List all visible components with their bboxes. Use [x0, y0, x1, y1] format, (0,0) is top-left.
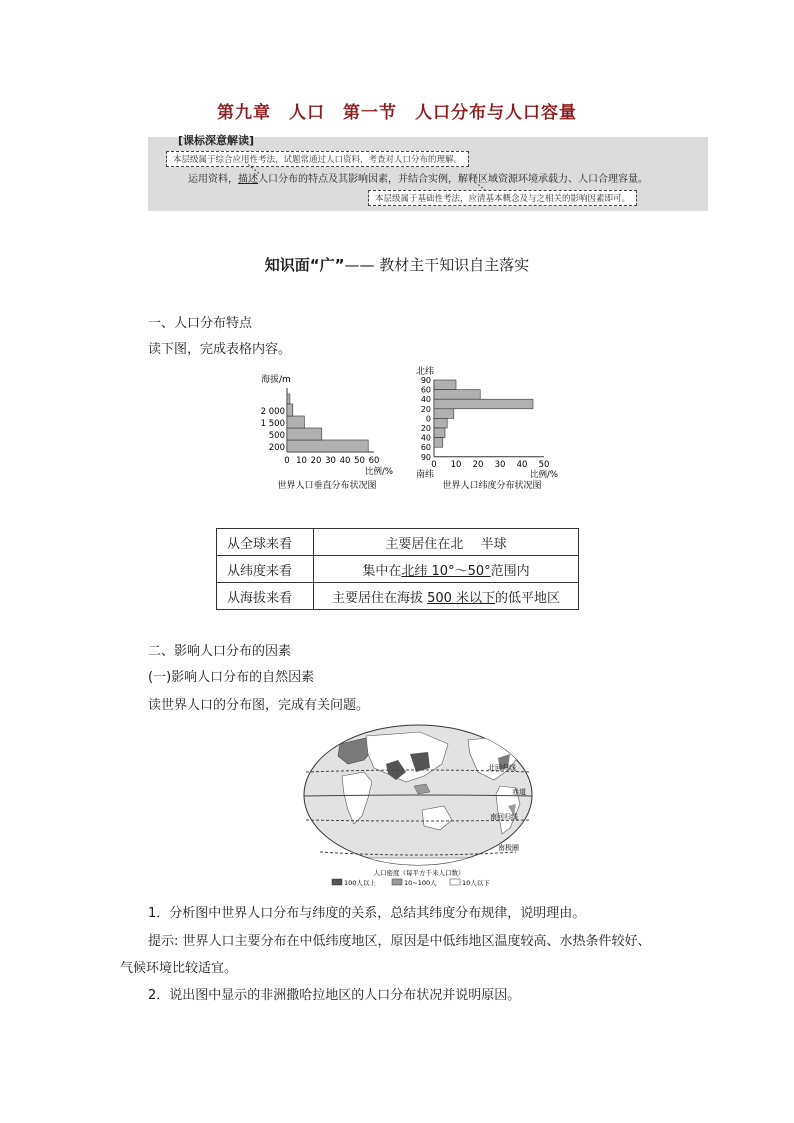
x-tick-label: 30 [494, 459, 506, 470]
part2-heading: 二、影响人口分布的因素 [148, 644, 292, 659]
table-value-pre: 主要居住在北 [385, 536, 464, 552]
x-tick-label: 40 [339, 456, 351, 466]
bar-N60-40 [434, 390, 480, 400]
table-value-answer: 北纬 10°～50° [401, 563, 491, 579]
x-tick-label: 20 [472, 459, 484, 470]
table-value-post: 范围内 [490, 563, 530, 579]
section-heading-bold: 知识面“广” [264, 256, 345, 274]
y-tick-label: 1 500 [260, 419, 285, 429]
table-value-answer: 500 米以下 [427, 590, 496, 606]
bar-S0-20 [434, 418, 447, 428]
page-title: 第九章 人口 第一节 人口分布与人口容量 [217, 103, 577, 123]
legend-label-high: 100人以上 [344, 879, 376, 887]
x-tick-label: 10 [450, 459, 462, 470]
y-tick-label: 40 [420, 433, 431, 443]
x-tick-label: 0 [284, 456, 290, 466]
chart-title: 世界人口垂直分布状况图 [277, 481, 377, 491]
table-row [217, 583, 579, 610]
question-2: 2．说出图中显示的非洲撒哈拉地区的人口分布状况并说明原因。 [148, 988, 521, 1003]
chart-south-label: 南纬 [416, 469, 435, 480]
table-value [314, 529, 579, 556]
part1-instruction: 读下图，完成表格内容。 [148, 342, 292, 357]
part1-heading: 一、人口分布特点 [148, 316, 253, 331]
label-antarctic-circle: 南极圈 [498, 844, 519, 852]
bar-200 [287, 440, 368, 452]
chart-ylabel: 海拔/m [261, 375, 291, 385]
y-tick-label: 90 [420, 376, 431, 385]
table-value [314, 556, 579, 583]
y-tick-label: 90 [420, 452, 431, 462]
label-tropic-of-capricorn: 南回归线 [490, 813, 518, 821]
table-value-pre: 集中在 [362, 563, 402, 579]
question-1: 1．分析图中世界人口分布与纬度的关系，总结其纬度分布规律，说明理由。 [148, 906, 586, 921]
bar-N20-0 [434, 409, 454, 419]
curriculum-guide-label: [课标深意解读] [178, 134, 255, 147]
x-tick-label: 60 [368, 456, 380, 466]
section-heading-rest: —— 教材主干知识自主落实 [344, 256, 530, 274]
bar-500 [287, 428, 322, 440]
part2-instruction: 读世界人口的分布图，完成有关问题。 [148, 698, 370, 713]
y-tick-label: 500 [268, 431, 285, 441]
bar-top [287, 394, 290, 404]
chart-title: 世界人口纬度分布状况图 [442, 481, 542, 491]
table-value-post: 的低平地区 [495, 590, 561, 606]
table-value-post: 半球 [463, 536, 507, 552]
y-tick-label: 200 [268, 443, 285, 453]
y-tick-label: 2 000 [260, 407, 285, 417]
x-tick-label: 50 [354, 456, 365, 466]
hint-line-1: 提示: 世界人口主要分布在中低纬度地区，原因是中低纬地区温度较高、水热条件较好、 [148, 934, 651, 949]
y-tick-label: 20 [420, 404, 431, 414]
x-tick-label: 10 [296, 456, 307, 466]
bar-1500 [287, 416, 304, 428]
chart-xlabel: 比例/% [365, 467, 393, 477]
y-tick-label: 60 [420, 385, 431, 395]
guide-note-top: 本层级属于综合应用性考法，试题常通过人口资料，考查对人口分布的理解。 [166, 151, 469, 167]
legend-swatch-mid [392, 879, 402, 885]
vertical-distribution-chart [255, 368, 400, 493]
label-equator: 赤道 [512, 788, 526, 796]
guide-text-post: 人口分布的特点及其影响因素，并结合实例，解释区域资源环境承载力、人口合理容量。 [258, 174, 648, 185]
table-value-pre: 主要居住在海拔 [331, 590, 428, 606]
bar-S40-60 [434, 438, 443, 448]
x-tick-label: 0 [431, 459, 437, 470]
x-tick-label: 30 [325, 456, 336, 466]
map-legend-title: 人口密度（每平方千米人口数） [373, 869, 465, 877]
chart-north-label: 北纬 [416, 367, 435, 377]
part2-subheading: (一)影响人口分布的自然因素 [148, 670, 315, 685]
y-tick-label: 20 [420, 424, 431, 433]
x-tick-label: 20 [310, 456, 322, 466]
legend-swatch-high [332, 879, 342, 885]
guide-text-pre: 运用资料， [188, 174, 238, 185]
x-tick-label: 40 [516, 459, 528, 470]
bar-N90-60 [434, 380, 456, 390]
chart-xlabel: 比例/% [530, 469, 558, 480]
table-value [314, 583, 579, 610]
legend-swatch-low [450, 879, 460, 885]
table-key: 从海拔来看 [217, 583, 314, 610]
bar-S20-40 [434, 428, 445, 438]
guide-note-bottom: 本层级属于基础性考法，应清基本概念及与之相关的影响因素即可。 [368, 190, 637, 206]
legend-label-mid: 10~100人 [404, 879, 437, 887]
distribution-table [216, 528, 579, 610]
guide-text-keyword: 描述 [238, 174, 258, 185]
table-key: 从纬度来看 [217, 556, 314, 583]
bar-2000 [287, 404, 293, 416]
world-population-map [302, 724, 536, 890]
latitude-distribution-chart [410, 362, 560, 493]
y-tick-label: 40 [420, 395, 431, 405]
label-tropic-of-cancer: 北回归线 [488, 764, 516, 772]
y-tick-label: 0 [425, 414, 431, 424]
y-tick-label: 60 [420, 443, 431, 453]
section-heading [0, 254, 794, 275]
table-row [217, 556, 579, 583]
table-row [217, 529, 579, 556]
bar-N40-20 [434, 399, 533, 409]
legend-label-low: 10人以下 [462, 879, 490, 887]
hint-line-2: 气候环境比较适宜。 [120, 961, 238, 976]
table-key: 从全球来看 [217, 529, 314, 556]
x-tick-label: 50 [538, 459, 550, 470]
